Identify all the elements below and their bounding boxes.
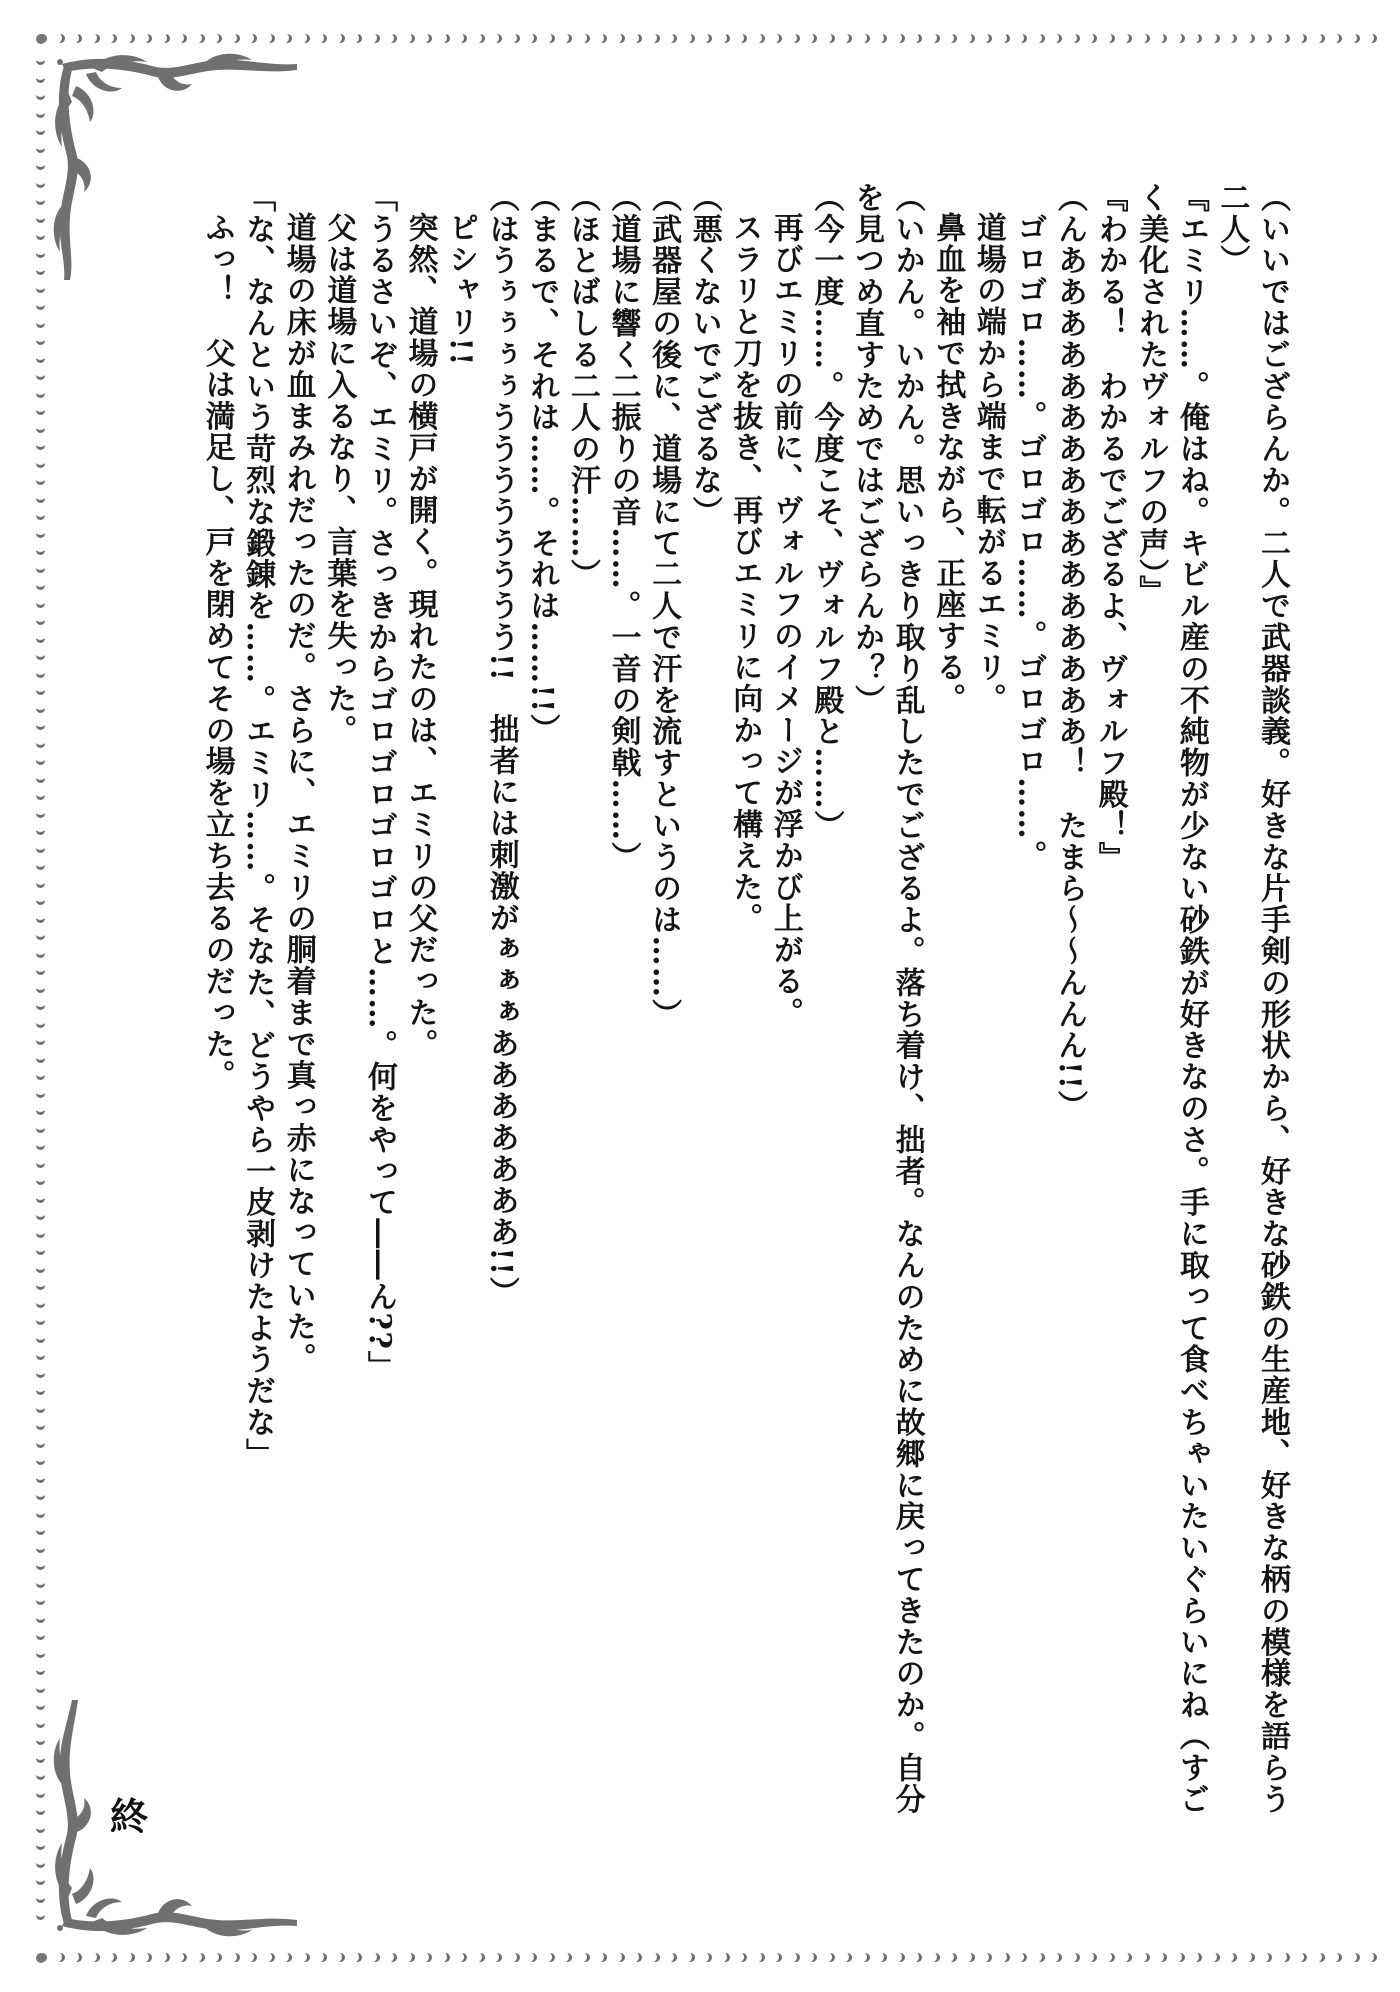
- border-crescent-icon: [34, 1697, 48, 1715]
- border-crescent-icon: [997, 1951, 1015, 1965]
- border-crescent-icon: [34, 542, 48, 560]
- border-crescent-icon: [734, 32, 752, 46]
- border-crescent-icon: [1364, 1951, 1382, 1965]
- border-crescent-icon: [34, 1872, 48, 1890]
- border-crescent-icon: [34, 1470, 48, 1488]
- border-crescent-icon: [962, 32, 980, 46]
- border-crescent-icon: [34, 770, 48, 788]
- border-crescent-icon: [34, 752, 48, 770]
- border-crescent-icon: [1154, 32, 1172, 46]
- border-crescent-icon: [34, 192, 48, 210]
- border-crescent-icon: [34, 1207, 48, 1225]
- border-crescent-icon: [34, 560, 48, 578]
- border-crescent-icon: [577, 32, 595, 46]
- border-crescent-icon: [34, 1190, 48, 1208]
- paragraph: スラリと刀を抜き、再びエミリに向かって構えた。: [727, 212, 763, 935]
- border-crescent-icon: [647, 1951, 665, 1965]
- border-crescent-icon: [34, 1347, 48, 1365]
- border-crescent-icon: [1049, 32, 1067, 46]
- border-crescent-icon: [717, 1951, 735, 1965]
- border-crescent-icon: [34, 700, 48, 718]
- border-crescent-icon: [244, 32, 262, 46]
- border-crescent-icon: [34, 1662, 48, 1680]
- border-crescent-icon: [34, 945, 48, 963]
- border-crescent-icon: [34, 1382, 48, 1400]
- border-crescent-icon: [34, 525, 48, 543]
- border-crescent-icon: [34, 437, 48, 455]
- border-crescent-icon: [34, 927, 48, 945]
- border-crescent-icon: [857, 32, 875, 46]
- border-crescent-icon: [34, 1540, 48, 1558]
- border-crescent-icon: [507, 1951, 525, 1965]
- paragraph: （まるで、それは……。それは……!!）: [524, 182, 560, 745]
- border-crescent-icon: [34, 1260, 48, 1278]
- border-crescent-icon: [647, 32, 665, 46]
- border-crescent-icon: [34, 1050, 48, 1068]
- border-crescent-icon: [34, 910, 48, 928]
- border-crescent-icon: [34, 1312, 48, 1330]
- border-crescent-icon: [34, 1522, 48, 1540]
- border-crescent-icon: [1084, 1951, 1102, 1965]
- border-crescent-icon: [34, 647, 48, 665]
- border-crescent-icon: [1224, 1951, 1242, 1965]
- border-crescent-icon: [1312, 32, 1330, 46]
- border-crescent-icon: [909, 32, 927, 46]
- border-crescent-icon: [629, 32, 647, 46]
- border-crescent-icon: [262, 32, 280, 46]
- paragraph: ふっ！ 父は満足し、戸を閉めてその場を立ち去るのだった。: [199, 212, 235, 1092]
- border-crescent-icon: [507, 32, 525, 46]
- border-crescent-icon: [34, 1855, 48, 1873]
- border-crescent-icon: [769, 1951, 787, 1965]
- border-crescent-icon: [962, 1951, 980, 1965]
- border-crescent-icon: [1294, 1951, 1312, 1965]
- border-crescent-icon: [1277, 32, 1295, 46]
- border-crescent-icon: [822, 32, 840, 46]
- paragraph: ピシャリ!!: [443, 212, 479, 367]
- border-crescent-icon: [542, 32, 560, 46]
- paragraph: 「な、なんという苛烈な鍛錬を……。エミリ……。そなた、どうやら一皮剥けたようだな」: [240, 182, 276, 1470]
- border-crescent-icon: [34, 297, 48, 315]
- border-crescent-icon: [1347, 1951, 1365, 1965]
- border-crescent-icon: [34, 665, 48, 683]
- border-crescent-icon: [244, 1951, 262, 1965]
- border-crescent-icon: [34, 1155, 48, 1173]
- border-crescent-icon: [34, 1715, 48, 1733]
- border-crescent-icon: [1154, 1951, 1172, 1965]
- border-crescent-icon: [34, 997, 48, 1015]
- border-crescent-icon: [34, 1907, 48, 1925]
- border-crescent-icon: [157, 32, 175, 46]
- border-crescent-icon: [892, 1951, 910, 1965]
- border-crescent-icon: [34, 1890, 48, 1908]
- border-crescent-icon: [1102, 32, 1120, 46]
- border-crescent-icon: [559, 32, 577, 46]
- border-crescent-icon: [472, 32, 490, 46]
- paragraph: 道場の床が血まみれだったのだ。さらに、エミリの胴着まで真っ赤になっていた。: [280, 212, 316, 1374]
- border-crescent-icon: [34, 980, 48, 998]
- border-crescent-icon: [489, 1951, 507, 1965]
- paragraph: 『わかる！ わかるでござるよ、ヴォルフ殿！』: [1092, 182, 1128, 873]
- border-crescent-icon: [34, 472, 48, 490]
- border-crescent-icon: [384, 32, 402, 46]
- border-crescent-icon: [874, 32, 892, 46]
- border-crescent-icon: [699, 1951, 717, 1965]
- border-crescent-icon: [34, 1452, 48, 1470]
- border-crescent-icon: [1049, 1951, 1067, 1965]
- border-crescent-icon: [34, 227, 48, 245]
- paragraph: ゴロゴロ……。ゴロゴロ……。ゴロゴロ……。: [1011, 212, 1047, 872]
- border-crescent-icon: [34, 630, 48, 648]
- border-crescent-icon: [612, 1951, 630, 1965]
- border-crescent-icon: [1014, 1951, 1032, 1965]
- border-crescent-icon: [34, 1015, 48, 1033]
- border-crescent-icon: [34, 455, 48, 473]
- border-crescent-icon: [1242, 32, 1260, 46]
- border-crescent-icon: [1014, 32, 1032, 46]
- border-crescent-icon: [769, 32, 787, 46]
- border-crescent-icon: [1329, 1951, 1347, 1965]
- border-crescent-icon: [1242, 1951, 1260, 1965]
- border-crescent-icon: [34, 157, 48, 175]
- border-crescent-icon: [1032, 1951, 1050, 1965]
- border-crescent-icon: [402, 1951, 420, 1965]
- border-crescent-icon: [34, 70, 48, 88]
- border-crescent-icon: [34, 1505, 48, 1523]
- border-crescent-icon: [1084, 32, 1102, 46]
- border-crescent-icon: [1119, 1951, 1137, 1965]
- border-crescent-icon: [34, 105, 48, 123]
- border-crescent-icon: [437, 1951, 455, 1965]
- paragraph: （いかん。いかん。思いっきり取り乱したでござるよ。落ち着け、拙者。なんのために故郷に戻ってきたのか。自分を見つめ直すためではござらんか？）: [849, 182, 925, 1815]
- border-crescent-icon: [734, 1951, 752, 1965]
- border-crescent-icon: [1137, 1951, 1155, 1965]
- border-crescent-icon: [314, 32, 332, 46]
- border-crescent-icon: [34, 1172, 48, 1190]
- border-crescent-icon: [1102, 1951, 1120, 1965]
- border-crescent-icon: [34, 1085, 48, 1103]
- border-crescent-icon: [34, 490, 48, 508]
- paragraph: （んああああああああああああああああ！ たまら～～んんん!!）: [1052, 182, 1088, 1122]
- border-crescent-icon: [34, 892, 48, 910]
- paragraph: （今一度……。今度こそ、ヴォルフ殿と……）: [808, 182, 844, 842]
- border-crescent-icon: [34, 262, 48, 280]
- border-crescent-icon: [577, 1951, 595, 1965]
- border-crescent-icon: [34, 1032, 48, 1050]
- border-corner-dot-top-left: [36, 34, 46, 44]
- border-crescent-icon: [1364, 32, 1382, 46]
- border-crescent-icon: [34, 1610, 48, 1628]
- border-crescent-icon: [944, 32, 962, 46]
- border-crescent-icon: [174, 1951, 192, 1965]
- border-crescent-icon: [699, 32, 717, 46]
- border-crescent-icon: [1259, 32, 1277, 46]
- border-crescent-icon: [34, 1592, 48, 1610]
- border-crescent-icon: [944, 1951, 962, 1965]
- paragraph: （ほとばしる二人の汗……）: [564, 182, 600, 591]
- border-crescent-icon: [34, 612, 48, 630]
- border-crescent-icon: [227, 32, 245, 46]
- border-crescent-icon: [717, 32, 735, 46]
- border-crescent-icon: [104, 32, 122, 46]
- border-crescent-icon: [472, 1951, 490, 1965]
- border-crescent-icon: [34, 1365, 48, 1383]
- end-mark: 終: [110, 1794, 149, 1839]
- border-crescent-icon: [87, 32, 105, 46]
- border-crescent-icon: [839, 1951, 857, 1965]
- border-crescent-icon: [997, 32, 1015, 46]
- border-crescent-icon: [332, 1951, 350, 1965]
- paragraph: （はうぅぅぅぅうううううううう!! 拙者には刺激がぁぁぁあああああああ!!）: [483, 182, 519, 1308]
- border-crescent-icon: [34, 420, 48, 438]
- border-crescent-icon: [559, 1951, 577, 1965]
- border-crescent-icon: [419, 1951, 437, 1965]
- border-crescent-icon: [52, 1951, 70, 1965]
- border-crescent-icon: [664, 1951, 682, 1965]
- border-crescent-icon: [297, 1951, 315, 1965]
- border-crescent-icon: [542, 1951, 560, 1965]
- border-crescent-icon: [1137, 32, 1155, 46]
- border-crescent-icon: [682, 1951, 700, 1965]
- border-crescent-icon: [52, 32, 70, 46]
- border-crescent-icon: [752, 1951, 770, 1965]
- border-crescent-icon: [34, 245, 48, 263]
- border-crescent-icon: [34, 682, 48, 700]
- border-crescent-icon: [367, 32, 385, 46]
- paragraph: 突然、道場の横戸が開く。現れたのは、エミリの父だった。: [402, 212, 438, 1060]
- border-crescent-icon: [1347, 32, 1365, 46]
- border-crescent-icon: [34, 1837, 48, 1855]
- border-crescent-icon: [34, 280, 48, 298]
- border-crescent-icon: [34, 367, 48, 385]
- border-crescent-icon: [682, 32, 700, 46]
- border-crescent-icon: [804, 1951, 822, 1965]
- border-crescent-icon: [34, 577, 48, 595]
- border-crescent-icon: [34, 1645, 48, 1663]
- border-crescent-icon: [804, 32, 822, 46]
- border-crescent-icon: [34, 1627, 48, 1645]
- border-crescent-icon: [384, 1951, 402, 1965]
- border-crescent-icon: [892, 32, 910, 46]
- border-top-dots: [34, 32, 1386, 46]
- border-crescent-icon: [1172, 1951, 1190, 1965]
- border-crescent-icon: [629, 1951, 647, 1965]
- paragraph: 「うるさいぞ、エミリ。さっきからゴロゴロゴロゴロと……。何をやって――ん??」: [361, 182, 397, 1382]
- border-crescent-icon: [34, 210, 48, 228]
- border-crescent-icon: [524, 1951, 542, 1965]
- border-crescent-icon: [612, 32, 630, 46]
- border-crescent-icon: [34, 1102, 48, 1120]
- border-crescent-icon: [34, 350, 48, 368]
- border-crescent-icon: [34, 822, 48, 840]
- border-crescent-icon: [34, 385, 48, 403]
- border-crescent-icon: [34, 787, 48, 805]
- border-crescent-icon: [34, 735, 48, 753]
- border-crescent-icon: [349, 32, 367, 46]
- border-crescent-icon: [594, 1951, 612, 1965]
- border-crescent-icon: [34, 1225, 48, 1243]
- border-crescent-icon: [1207, 1951, 1225, 1965]
- border-crescent-icon: [752, 32, 770, 46]
- border-crescent-icon: [1067, 32, 1085, 46]
- border-crescent-icon: [34, 1067, 48, 1085]
- border-crescent-icon: [34, 1785, 48, 1803]
- border-crescent-icon: [192, 32, 210, 46]
- border-crescent-icon: [34, 840, 48, 858]
- border-crescent-icon: [192, 1951, 210, 1965]
- border-crescent-icon: [34, 1575, 48, 1593]
- border-crescent-icon: [454, 1951, 472, 1965]
- border-crescent-icon: [34, 507, 48, 525]
- border-crescent-icon: [69, 1951, 87, 1965]
- border-crescent-icon: [1259, 1951, 1277, 1965]
- paragraph: 鼻血を袖で拭きながら、正座する。: [930, 212, 966, 715]
- border-crescent-icon: [34, 1242, 48, 1260]
- border-crescent-icon: [34, 1137, 48, 1155]
- border-crescent-icon: [594, 32, 612, 46]
- border-crescent-icon: [34, 1295, 48, 1313]
- border-crescent-icon: [1172, 32, 1190, 46]
- border-crescent-icon: [979, 1951, 997, 1965]
- border-crescent-icon: [34, 1400, 48, 1418]
- border-crescent-icon: [1189, 1951, 1207, 1965]
- paragraph: 父は道場に入るなり、言葉を失った。: [321, 212, 357, 746]
- border-crescent-icon: [34, 402, 48, 420]
- border-crescent-icon: [87, 1951, 105, 1965]
- border-crescent-icon: [367, 1951, 385, 1965]
- border-crescent-icon: [1067, 1951, 1085, 1965]
- border-crescent-icon: [34, 1767, 48, 1785]
- border-crescent-icon: [34, 1557, 48, 1575]
- border-crescent-icon: [524, 32, 542, 46]
- border-crescent-icon: [979, 32, 997, 46]
- border-crescent-icon: [1224, 32, 1242, 46]
- border-crescent-icon: [839, 32, 857, 46]
- border-crescent-icon: [34, 875, 48, 893]
- border-crescent-icon: [1119, 32, 1137, 46]
- border-crescent-icon: [34, 805, 48, 823]
- border-crescent-icon: [34, 1680, 48, 1698]
- paragraph: 再びエミリの前に、ヴォルフのイメージが浮かび上がる。: [767, 212, 803, 1029]
- paragraph: （悪くないでござるな）: [686, 182, 722, 528]
- border-crescent-icon: [927, 32, 945, 46]
- border-crescent-icon: [34, 1802, 48, 1820]
- border-crescent-icon: [874, 1951, 892, 1965]
- border-crescent-icon: [262, 1951, 280, 1965]
- border-crescent-icon: [34, 857, 48, 875]
- border-crescent-icon: [332, 32, 350, 46]
- border-crescent-icon: [34, 962, 48, 980]
- border-crescent-icon: [927, 1951, 945, 1965]
- border-left-dots: [34, 52, 48, 1932]
- border-crescent-icon: [1207, 32, 1225, 46]
- border-crescent-icon: [437, 32, 455, 46]
- border-crescent-icon: [34, 1750, 48, 1768]
- paragraph: 道場の端から端まで転がるエミリ。: [970, 212, 1006, 715]
- border-crescent-icon: [139, 1951, 157, 1965]
- border-corner-dot-bottom-left: [36, 1953, 46, 1963]
- border-crescent-icon: [34, 717, 48, 735]
- border-crescent-icon: [34, 1330, 48, 1348]
- border-crescent-icon: [822, 1951, 840, 1965]
- border-crescent-icon: [787, 1951, 805, 1965]
- border-crescent-icon: [419, 32, 437, 46]
- border-crescent-icon: [122, 32, 140, 46]
- border-crescent-icon: [1032, 32, 1050, 46]
- border-crescent-icon: [34, 175, 48, 193]
- border-crescent-icon: [314, 1951, 332, 1965]
- paragraph: （いいではござらんか。二人で武器談義。好きな片手剣の形状から、好きな砂鉄の生産地、好きな柄の模様を語らう二人）: [1214, 182, 1290, 1815]
- border-crescent-icon: [349, 1951, 367, 1965]
- border-crescent-icon: [279, 32, 297, 46]
- border-crescent-icon: [104, 1951, 122, 1965]
- border-crescent-icon: [34, 1277, 48, 1295]
- border-crescent-icon: [34, 52, 48, 70]
- border-crescent-icon: [34, 1820, 48, 1838]
- novel-body-text: [196, 182, 1292, 1842]
- border-crescent-icon: [402, 32, 420, 46]
- border-crescent-icon: [279, 1951, 297, 1965]
- border-crescent-icon: [34, 1435, 48, 1453]
- border-crescent-icon: [787, 32, 805, 46]
- border-crescent-icon: [664, 32, 682, 46]
- paragraph: （道場に響く二振りの音……。一音の剣戟……）: [605, 182, 641, 873]
- border-crescent-icon: [34, 1487, 48, 1505]
- border-crescent-icon: [489, 32, 507, 46]
- border-crescent-icon: [454, 32, 472, 46]
- border-crescent-icon: [34, 122, 48, 140]
- border-crescent-icon: [34, 332, 48, 350]
- border-crescent-icon: [157, 1951, 175, 1965]
- border-crescent-icon: [1294, 32, 1312, 46]
- border-crescent-icon: [1312, 1951, 1330, 1965]
- border-crescent-icon: [34, 1120, 48, 1138]
- border-crescent-icon: [1277, 1951, 1295, 1965]
- paragraph: （武器屋の後に、道場にて二人で汗を流すというのは……）: [646, 182, 682, 1030]
- border-crescent-icon: [34, 595, 48, 613]
- border-crescent-icon: [857, 1951, 875, 1965]
- border-crescent-icon: [34, 1732, 48, 1750]
- border-crescent-icon: [1329, 32, 1347, 46]
- border-crescent-icon: [34, 1417, 48, 1435]
- border-crescent-icon: [909, 1951, 927, 1965]
- border-crescent-icon: [34, 140, 48, 158]
- border-crescent-icon: [1189, 32, 1207, 46]
- border-crescent-icon: [34, 87, 48, 105]
- border-crescent-icon: [209, 1951, 227, 1965]
- border-crescent-icon: [34, 315, 48, 333]
- border-crescent-icon: [122, 1951, 140, 1965]
- border-crescent-icon: [69, 32, 87, 46]
- paragraph: 『エミリ……。俺はね。キビル産の不純物が少ない砂鉄が好きなのさ。手に取って食べちゃいたいぐらいにね（すごく美化されたヴォルフの声）』: [1133, 182, 1209, 1815]
- border-bottom-dots: [34, 1951, 1386, 1965]
- border-crescent-icon: [297, 32, 315, 46]
- border-crescent-icon: [227, 1951, 245, 1965]
- border-crescent-icon: [139, 32, 157, 46]
- border-crescent-icon: [174, 32, 192, 46]
- border-crescent-icon: [209, 32, 227, 46]
